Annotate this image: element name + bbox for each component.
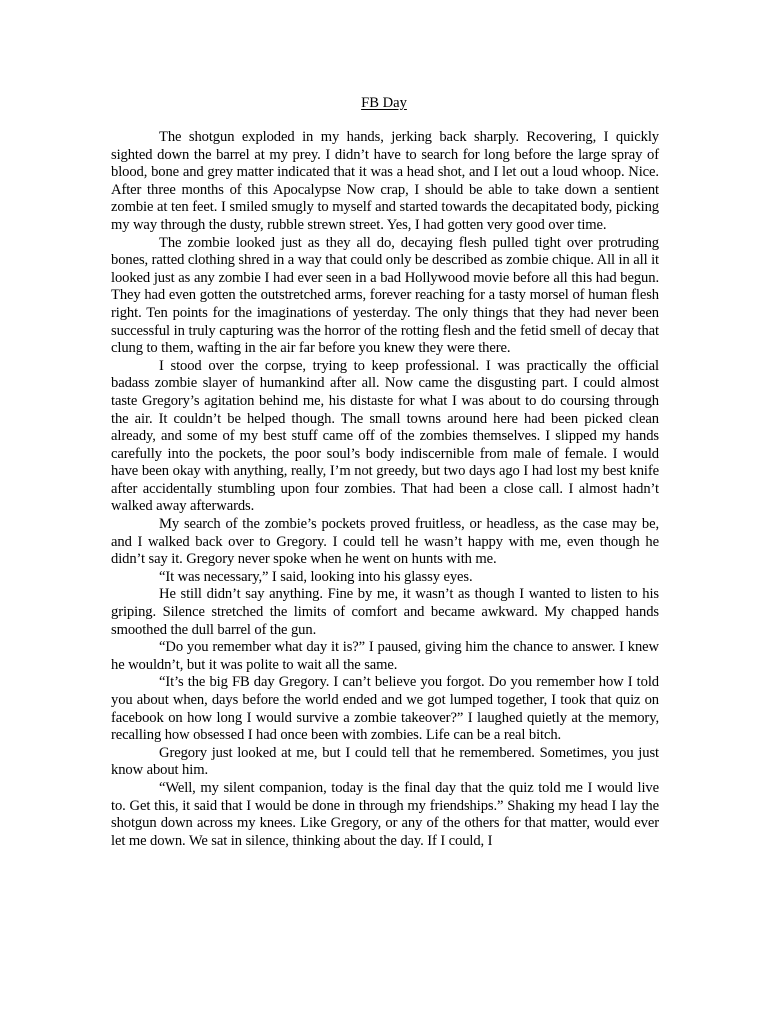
paragraph: He still didn’t say anything. Fine by me, it wasn’t as though I wanted to listen to his griping. Silence stretched the limits of comfort and became awkward. My chapped hands smoothed the dull barrel of the gun.: [111, 586, 659, 638]
title-text: FB Day: [361, 95, 407, 111]
paragraph: The shotgun exploded in my hands, jerking back sharply. Recovering, I quickly sighted down the barrel at my prey. I didn’t have to search for long before the large spray of blood, bone and grey matter indicated that it was a head shot, and I let out a loud whoop. Nice. After three months of this Apocalypse Now crap, I should be able to take down a sentient zombie at ten feet. I smiled smugly to myself and started towards the decapitated body, picking my way through the dusty, rubble strewn street. Yes, I had gotten very good over time.: [111, 129, 659, 233]
paragraph: “Do you remember what day it is?” I paused, giving him the chance to answer. I knew he wouldn’t, but it was polite to wait all the same.: [111, 639, 659, 673]
paragraph: “It’s the big FB day Gregory. I can’t believe you forgot. Do you remember how I told you about when, days before the world ended and we got lumped together, I took that quiz on facebook on how long I would survive a zombie takeover?” I laughed quietly at the memory, recalling how obsessed I had once been with zombies. Life can be a real bitch.: [111, 674, 659, 744]
document-title: [0, 94, 768, 112]
paragraph: “Well, my silent companion, today is the final day that the quiz told me I would live to. Get this, it said that I would be done in through my friendships.” Shaking my head I lay the shotgun down across my knees. Like Gregory, or any of the others for that matter, would ever let me down. We sat in silence, thinking about the day. If I could, I: [111, 779, 659, 849]
paragraph: I stood over the corpse, trying to keep professional. I was practically the official badass zombie slayer of humankind after all. Now came the disgusting part. I could almost taste Gregory’s agitation behind me, his distaste for what I was about to do coursing through the air. It couldn’t be helped though. The small towns around here had been picked clean already, and some of my best stuff came off of the zombies themselves. I slipped my hands carefully into the pockets, the poor soul’s body indiscernible from male of female. I would have been okay with anything, really, I’m not greedy, but two days ago I had lost my best knife after accidentally stumbling upon four zombies. That had been a close call. I almost hadn’t walked away afterwards.: [111, 357, 659, 515]
paragraph: My search of the zombie’s pockets proved fruitless, or headless, as the case may be, and I walked back over to Gregory. I could tell he wasn’t happy with me, even though he didn’t say it. Gregory never spoke when he went on hunts with me.: [111, 516, 659, 568]
paragraph: Gregory just looked at me, but I could tell that he remembered. Sometimes, you just know about him.: [111, 744, 659, 779]
paragraph: “It was necessary,” I said, looking into his glassy eyes.: [159, 568, 473, 585]
document-body: [111, 129, 659, 850]
paragraph: The zombie looked just as they all do, decaying flesh pulled tight over protruding bones, ratted clothing shred in a way that could only be described as zombie chique. All in all it looked just as any zombie I had ever seen in a bad Hollywood movie before all this had begun. They had even gotten the outstretched arms, forever reaching for a tasty morsel of human flesh right. Ten points for the imaginations of yesterday. The only things that they had never been successful in truly capturing was the horror of the rotting flesh and the fetid smell of decay that clung to them, wafting in the air far before you knew they were there.: [111, 234, 659, 357]
